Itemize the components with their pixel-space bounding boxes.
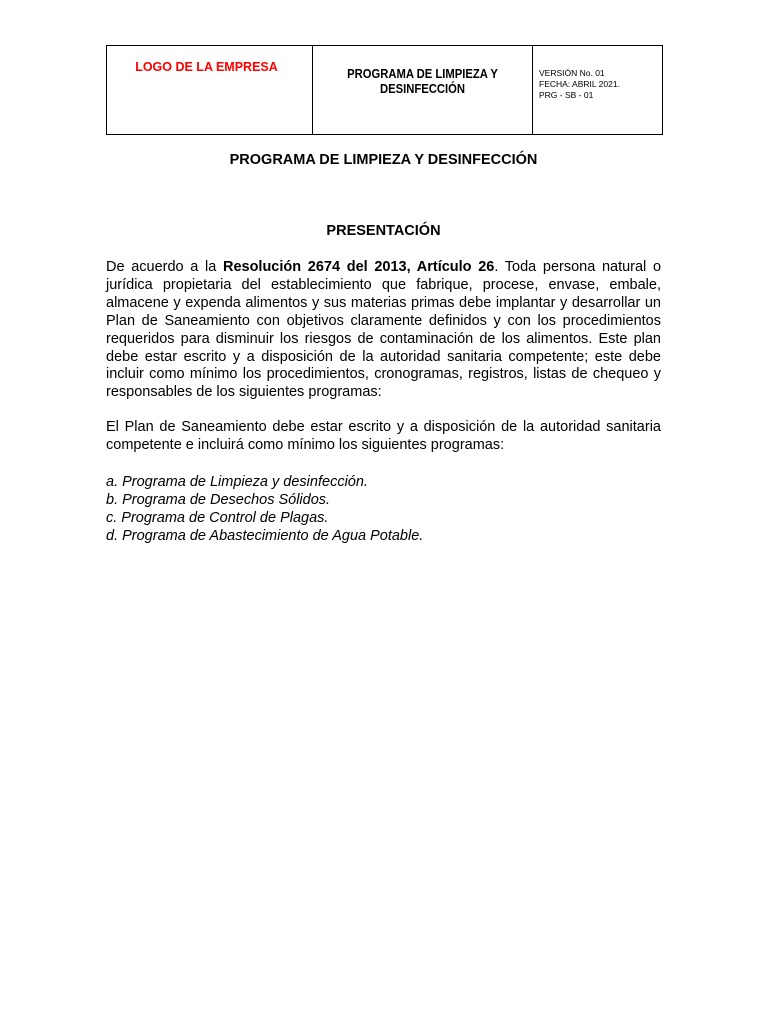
list-item: b. Programa de Desechos Sólidos. (106, 492, 331, 508)
paragraph-intro: De acuerdo a la (106, 259, 223, 275)
program-list (106, 473, 661, 545)
header-title-cell (313, 46, 533, 135)
company-logo-placeholder: LOGO DE LA EMPRESA (135, 60, 278, 74)
resolution-reference: Resolución 2674 del 2013, Artículo 26 (222, 259, 495, 275)
document-code: PRG - SB - 01 (539, 90, 594, 100)
list-item: a. Programa de Limpieza y desinfección. (106, 474, 368, 490)
paragraph-resolution (106, 259, 661, 402)
paragraph-plan: El Plan de Saneamiento debe estar escrito y a disposición de la autoridad sanitaria competente e incluirá como mínimo los siguientes programas: (106, 419, 661, 453)
version-label: VERSIÓN No. 01 (539, 68, 605, 78)
paragraph-body: . Toda persona natural o jurídica propietaria del establecimiento que fabrique, procese, envase, embale, almacene y expenda alimentos y sus materias primas debe implantar y desarrollar un Plan de Saneamiento con objetivos claramente definidos y con los procedimientos requeridos para disminuir los riesgos de contaminación de los alimentos. Este plan debe estar escrito y a disposición de la autoridad sanitaria competente; este debe incluir como mínimo los procedimientos, cronogramas, registros, listas de chequeo y responsables de los siguientes programas: (106, 259, 662, 401)
header-program-title: PROGRAMA DE LIMPIEZA Y DESINFECCIÓN (347, 67, 498, 96)
list-item: c. Programa de Control de Plagas. (106, 510, 329, 526)
document-meta-cell (533, 46, 663, 135)
date-label: FECHA: ABRIL 2021. (539, 79, 620, 89)
section-title-presentacion: PRESENTACIÓN (326, 223, 441, 239)
document-title: PROGRAMA DE LIMPIEZA Y DESINFECCIÓN (229, 152, 538, 168)
logo-cell (107, 46, 313, 135)
document-meta (539, 68, 662, 101)
document-header-table (106, 45, 663, 135)
list-item: d. Programa de Abastecimiento de Agua Potable. (106, 528, 424, 544)
